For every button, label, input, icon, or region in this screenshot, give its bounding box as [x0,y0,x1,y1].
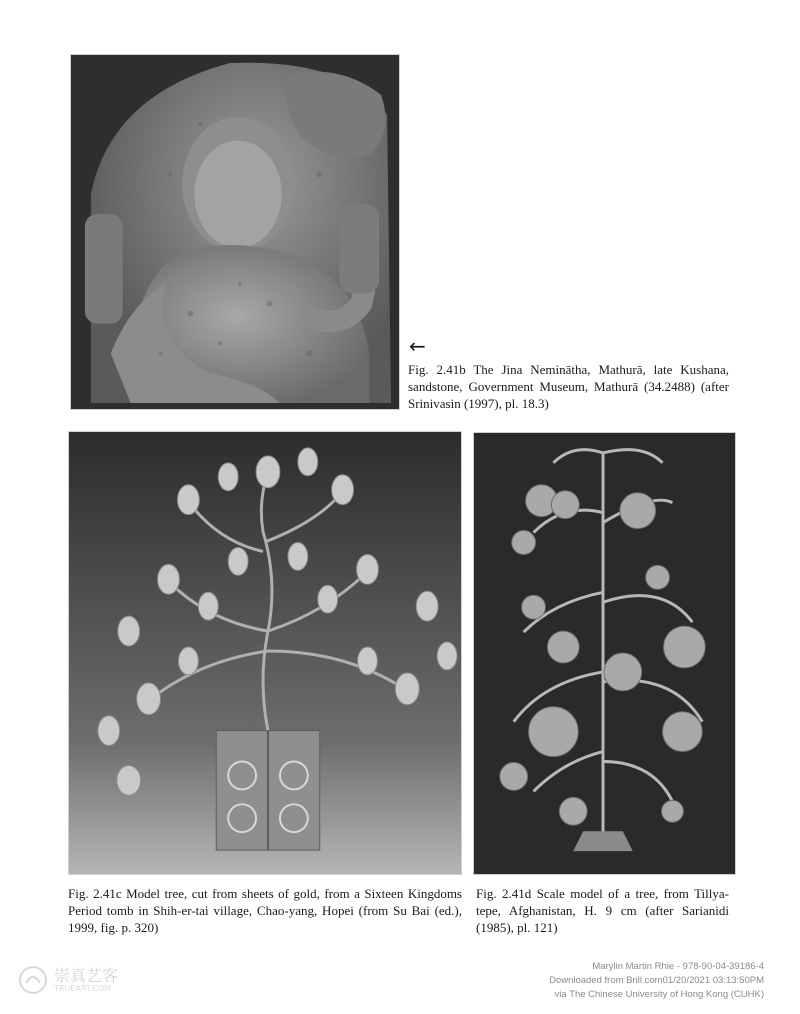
download-footer [549,960,764,1002]
caption-fig-2-41d: Fig. 2.41d Scale model of a tree, from Tillya-tepe, Afghanistan, H. 9 cm (after Sarianidi (1985), pl. 121) [476,886,729,935]
photo-jina-neminatha [70,54,400,410]
gold-tree-illustration [69,432,461,874]
caption-fig-2-41b: Fig. 2.41b The Jina Neminātha, Mathurā, late Kushana, sandstone, Government Museum, Mathurā (34.2488) (after Srinivasin (1997), pl. 18.3) [408,362,729,411]
footer-institution-line: via The Chinese University of Hong Kong (CUHK) [554,989,764,1000]
watermark-text: 崇真艺客 [54,965,119,985]
caption-fig-2-41c: Fig. 2.41c Model tree, cut from sheets of gold, from a Sixteen Kingdoms Period tomb in Shih-er-tai village, Chao-yang, Hopei (from Su Bai (ed.), 1999, fig. p. 320) [68,886,462,935]
watermark-logo-icon [18,965,48,995]
footer-author-line: Marylin Martin Rhie - 978-90-04-39186-4 [592,961,764,972]
pointer-arrow-icon: ← [409,334,426,358]
photo-model-tree-gold [68,431,462,875]
watermark-subtext: TRUEART.COM [54,983,112,993]
watermark [18,965,118,995]
photo-scale-model-tree [473,432,736,875]
sculpture-illustration [71,55,399,409]
tillya-tepe-tree-illustration [474,433,735,874]
footer-download-line: Downloaded from Brill.com01/20/2021 03:13:50PM [549,975,764,986]
